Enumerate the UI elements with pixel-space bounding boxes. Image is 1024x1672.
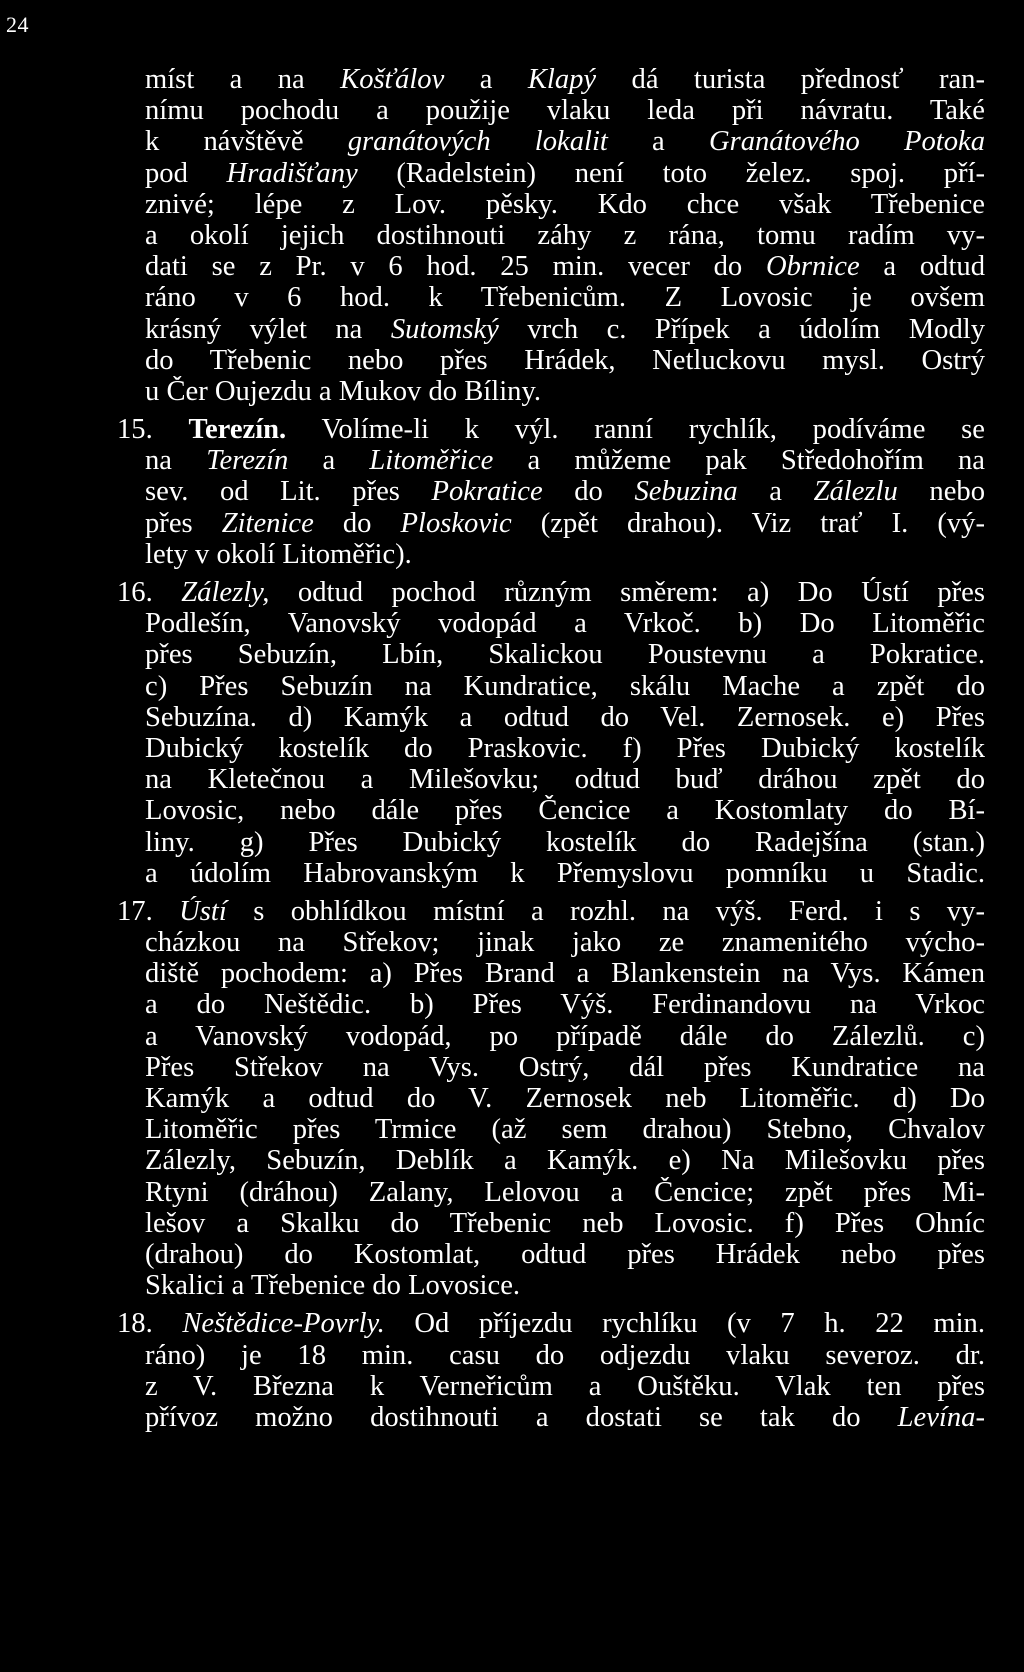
text-line: liny. g) Přes Dubický kostelík do Radejšína (stan.) [145, 826, 985, 858]
text-line: Sebuzína. d) Kamýk a odtud do Vel. Zernosek. e) Přes [145, 701, 985, 733]
text-line: a Vanovský vodopád, po případě dále do Zálezlů. c) [145, 1020, 985, 1052]
text-line: znivé; lépe z Lov. pěsky. Kdo chce však Třebenice [145, 188, 985, 220]
paragraph-gap [145, 407, 985, 414]
text-line: přes Sebuzín, Lbín, Skalickou Poustevnu a Pokratice. [145, 639, 985, 671]
text-line: a okolí jejich dostihnouti záhy z rána, tomu radím vy- [145, 219, 985, 251]
text-line: Podlešín, Vanovský vodopád a Vrkoč. b) Do Litoměřic [145, 608, 985, 640]
text-line: (drahou) do Kostomlat, odtud přes Hrádek nebo přes [145, 1238, 985, 1270]
text-line: míst a na Košťálov a Klapý dá turista přednosť ran- [145, 64, 985, 95]
text-line: krásný výlet na Sutomský vrch c. Přípek a údolím Modly [145, 313, 985, 345]
text-line: u Čer Oujezdu a Mukov do Bíliny. [145, 375, 542, 407]
text-line: Rtyni (dráhou) Zalany, Lelovou a Čencice; zpět přes Mi- [145, 1176, 985, 1208]
text-line: a do Neštědic. b) Přes Výš. Ferdinandovu na Vrkoc [145, 989, 985, 1021]
text-line: Lovosic, nebo dále přes Čencice a Kostomlaty do Bí- [145, 795, 985, 827]
text-line: Litoměřic přes Trmice (až sem drahou) Stebno, Chvalov [145, 1114, 985, 1146]
text-line: Kamýk a odtud do V. Zernosek neb Litoměřic. d) Do [145, 1083, 985, 1114]
paragraph-gap [145, 889, 985, 896]
text-line: Skalici a Třebenice do Lovosice. [145, 1270, 521, 1302]
text-line: 17. Ústí s obhlídkou místní a rozhl. na výš. Ferd. i s vy- [117, 895, 985, 927]
text-line: 16. Zálezly, odtud pochod různým směrem: a) Do Ústí přes [117, 577, 985, 608]
text-line: c) Přes Sebuzín na Kundratice, skálu Mache a zpět do [145, 670, 985, 702]
text-line: dati se z Pr. v 6 hod. 25 min. vecer do Obrnice a odtud [145, 251, 985, 283]
page-body-text [117, 64, 985, 1433]
page-number: 24 [6, 12, 29, 37]
text-line: přívoz možno dostihnouti a dostati se tak do Levína- [145, 1401, 985, 1433]
text-line: z V. Března k Verneřicům a Ouštěku. Vlak ten přes [145, 1370, 985, 1402]
text-line: lety v okolí Litoměřic). [145, 538, 412, 570]
text-line: Dubický kostelík do Praskovic. f) Přes Dubický kostelík [145, 732, 985, 764]
text-line: nímu pochodu a použije vlaku leda při návratu. Také [145, 95, 985, 127]
text-line: Přes Střekov na Vys. Ostrý, dál přes Kundratice na [145, 1051, 985, 1083]
text-line: na Kletečnou a Milešovku; odtud buď dráhou zpět do [145, 764, 985, 796]
text-line: a údolím Habrovanským k Přemyslovu pomníku u Stadic. [145, 857, 985, 889]
text-line: diště pochodem: a) Přes Brand a Blankenstein na Vys. Kámen [145, 958, 985, 990]
text-line: 18. Neštědice-Povrly. Od příjezdu rychlíku (v 7 h. 22 min. [117, 1308, 985, 1340]
text-line: přes Zitenice do Ploskovic (zpět drahou). Viz trať I. (vý- [145, 507, 985, 539]
text-line: do Třebenic nebo přes Hrádek, Netluckovu mysl. Ostrý [145, 344, 985, 376]
text-line: k návštěvě granátových lokalit a Granátového Potoka [145, 126, 985, 158]
text-line: sev. od Lit. přes Pokratice do Sebuzina a Zálezlu nebo [145, 476, 985, 508]
text-line: lešov a Skalku do Třebenic neb Lovosic. f) Přes Ohníc [145, 1207, 985, 1239]
paragraph-gap [145, 570, 985, 577]
text-line: 15. Terezín. Volíme-li k výl. ranní rychlík, podíváme se [117, 414, 985, 446]
text-line: na Terezín a Litoměřice a můžeme pak Středohořím na [145, 445, 985, 477]
text-line: ráno v 6 hod. k Třebenicům. Z Lovosic je ovšem [145, 282, 985, 314]
text-line: Zálezly, Sebuzín, Deblík a Kamýk. e) Na Milešovku přes [145, 1145, 985, 1177]
text-line: pod Hradišťany (Radelstein) není toto želez. spoj. pří- [145, 157, 985, 189]
text-line: cházkou na Střekov; jinak jako ze znamenitého výcho- [145, 927, 985, 959]
text-line: ráno) je 18 min. casu do odjezdu vlaku severoz. dr. [145, 1339, 985, 1371]
paragraph-gap [145, 1301, 985, 1308]
